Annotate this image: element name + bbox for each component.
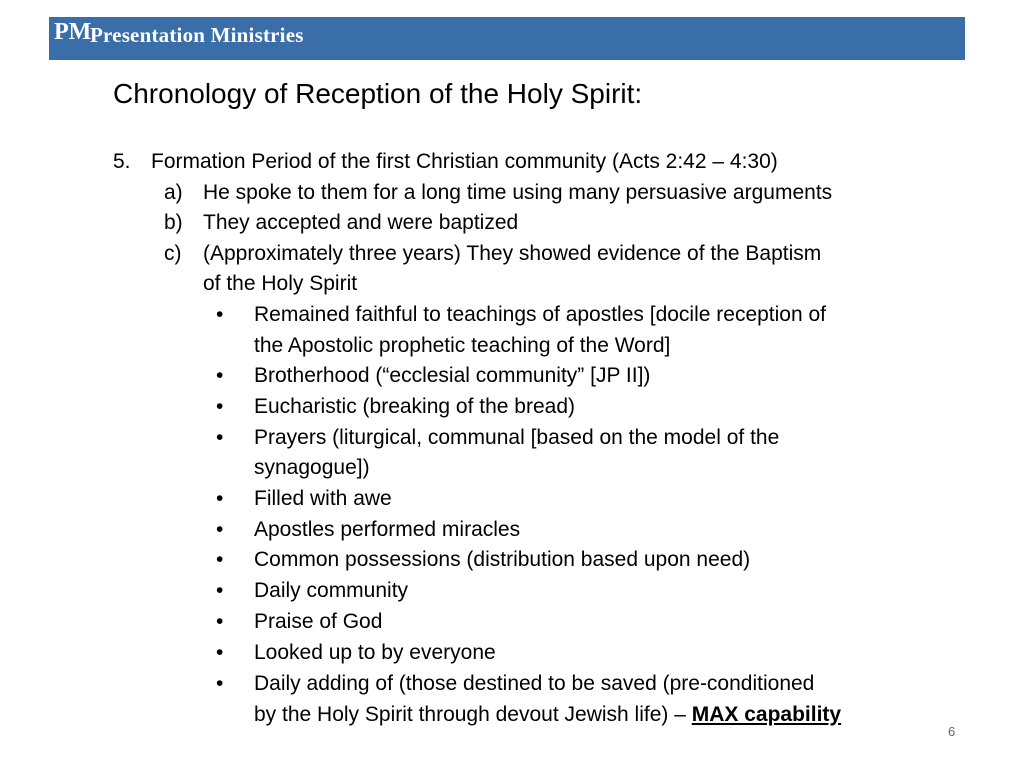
subitem-marker: b): [164, 211, 183, 234]
bullet-text-continued: [254, 699, 841, 730]
bullet-text: Daily adding of (those destined to be saved (pre-conditioned: [254, 672, 815, 695]
bullet-text: Common possessions (distribution based upon need): [254, 548, 751, 571]
subitem-marker: c): [164, 242, 182, 265]
bullet-text: Remained faithful to teachings of apostles [docile reception of: [254, 303, 827, 326]
header-banner: [49, 17, 965, 60]
bullet-dot: •: [216, 641, 224, 664]
subitem-text: (Approximately three years) They showed evidence of the Baptism: [203, 242, 822, 265]
logo: [54, 19, 92, 53]
bullet-dot: •: [216, 487, 224, 510]
subitem-text: They accepted and were baptized: [203, 211, 519, 234]
bullet-text: Looked up to by everyone: [254, 641, 496, 664]
bullet-text: Brotherhood (“ecclesial community” [JP II]): [254, 364, 651, 387]
max-capability-emphasis: MAX capability: [691, 703, 842, 726]
bullet-dot: •: [216, 672, 224, 695]
bullet-text-continued: synagogue]): [254, 456, 370, 479]
bullet-text-part: by the Holy Spirit through devout Jewish life) –: [254, 703, 686, 726]
bullet-text: Daily community: [254, 579, 409, 602]
bullet-dot: •: [216, 395, 224, 418]
bullet-text: Eucharistic (breaking of the bread): [254, 395, 575, 418]
org-name: Presentation Ministries: [90, 23, 304, 47]
bullet-dot: •: [216, 579, 224, 602]
bullet-text: Praise of God: [254, 610, 383, 633]
subitem-text-continued: of the Holy Spirit: [203, 272, 358, 295]
bullet-text-continued: the Apostolic prophetic teaching of the Word]: [254, 334, 671, 357]
logo-mark: PM: [54, 19, 92, 45]
slide-title: Chronology of Reception of the Holy Spirit:: [113, 78, 643, 109]
item-text: Formation Period of the first Christian community (Acts 2:42 – 4:30): [151, 150, 778, 173]
bullet-dot: •: [216, 426, 224, 449]
bullet-dot: •: [216, 610, 224, 633]
bullet-text: Apostles performed miracles: [254, 518, 521, 541]
bullet-dot: •: [216, 303, 224, 326]
bullet-text: Prayers (liturgical, communal [based on the model of the: [254, 426, 780, 449]
subitem-text: He spoke to them for a long time using many persuasive arguments: [203, 181, 833, 204]
bullet-dot: •: [216, 548, 224, 571]
bullet-dot: •: [216, 364, 224, 387]
item-number: 5.: [113, 150, 131, 173]
bullet-dot: •: [216, 518, 224, 541]
subitem-marker: a): [164, 181, 183, 204]
bullet-text: Filled with awe: [254, 487, 392, 510]
page-number: 6: [948, 724, 956, 739]
